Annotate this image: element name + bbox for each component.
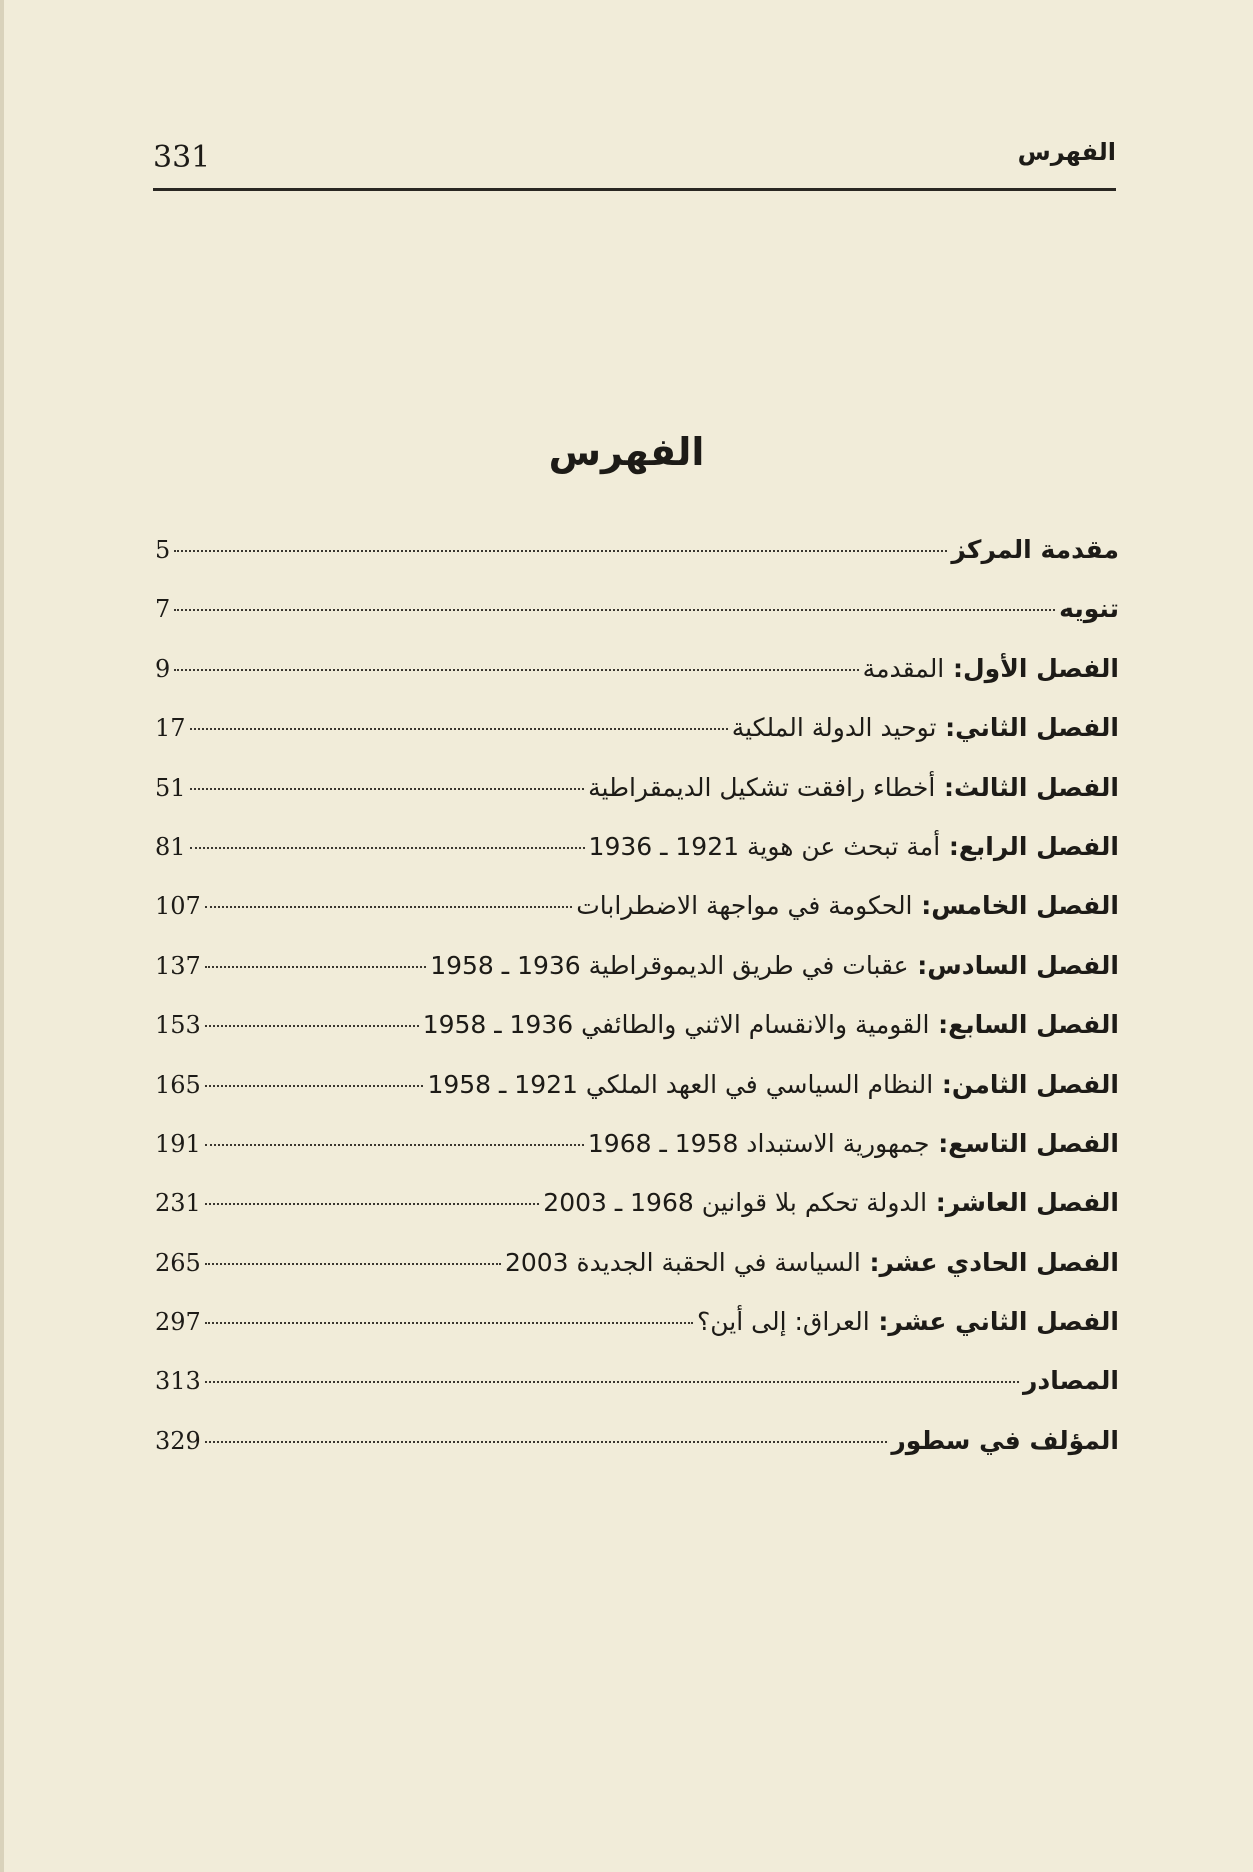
dot-leader xyxy=(205,1322,693,1324)
running-title: الفهرس xyxy=(1017,138,1116,166)
entry-title xyxy=(697,1307,1119,1336)
entry-title xyxy=(588,773,1119,802)
entry-subtitle: السياسة في الحقبة الجديدة 2003 xyxy=(504,1247,861,1277)
entry-subtitle: الدولة تحكم بلا قوانين 1968 ـ 2003 xyxy=(543,1188,928,1218)
entry-page-number: 81 xyxy=(155,832,186,861)
entry-title xyxy=(543,1188,1119,1217)
toc-entry xyxy=(155,773,1119,832)
dot-leader xyxy=(205,1441,888,1443)
entry-label: الفصل الثالث: xyxy=(935,772,1119,802)
toc-entry xyxy=(155,654,1119,713)
entry-label: الفصل السابع: xyxy=(929,1010,1119,1040)
entry-page-number: 231 xyxy=(155,1189,201,1218)
entry-subtitle: النظام السياسي في العهد الملكي 1921 ـ 1958 xyxy=(427,1069,934,1099)
toc-entry xyxy=(155,891,1119,950)
dot-leader xyxy=(205,1263,501,1265)
toc-entry xyxy=(155,1188,1119,1247)
entry-label: الفصل السادس: xyxy=(908,950,1119,980)
entry-title xyxy=(430,951,1119,980)
page-edge xyxy=(0,0,4,1872)
entry-subtitle: أخطاء رافقت تشكيل الديمقراطية xyxy=(588,772,936,802)
entry-subtitle: عقبات في طريق الديموقراطية 1936 ـ 1958 xyxy=(430,950,909,980)
entry-label: الفصل العاشر: xyxy=(927,1188,1119,1218)
entry-title xyxy=(1023,1366,1119,1395)
entry-label: الفصل الثامن: xyxy=(933,1069,1119,1099)
entry-label: الفصل التاسع: xyxy=(929,1128,1119,1158)
entry-page-number: 313 xyxy=(155,1367,201,1396)
running-header xyxy=(153,130,1116,191)
entry-page-number: 329 xyxy=(155,1426,201,1455)
entry-title xyxy=(588,1129,1119,1158)
entry-label: مقدمة المركز xyxy=(951,535,1119,564)
toc-entry xyxy=(155,1248,1119,1307)
toc-entry xyxy=(155,594,1119,653)
dot-leader xyxy=(190,788,585,790)
dot-leader xyxy=(205,1085,424,1087)
entry-label: الفصل الأول: xyxy=(944,653,1119,683)
entry-subtitle: أمة تبحث عن هوية 1921 ـ 1936 xyxy=(588,831,941,861)
toc-entry xyxy=(155,1307,1119,1366)
entry-title xyxy=(891,1426,1119,1455)
entry-page-number: 7 xyxy=(155,595,171,624)
entry-page-number: 137 xyxy=(155,951,201,980)
page-number: 331 xyxy=(153,140,211,175)
entry-label: تنويه xyxy=(1059,594,1119,624)
entry-page-number: 191 xyxy=(155,1129,201,1158)
dot-leader xyxy=(205,1025,419,1027)
entry-title xyxy=(951,535,1119,564)
toc-entry xyxy=(155,535,1119,594)
dot-leader xyxy=(174,609,1055,611)
dot-leader xyxy=(205,1203,539,1205)
dot-leader xyxy=(205,1144,584,1146)
toc-entry xyxy=(155,1426,1119,1485)
entry-page-number: 5 xyxy=(155,536,171,564)
entry-label: الفصل الثاني: xyxy=(936,713,1119,743)
entry-page-number: 51 xyxy=(155,773,186,802)
entry-page-number: 265 xyxy=(155,1248,201,1277)
dot-leader xyxy=(190,728,728,730)
entry-label: المصادر xyxy=(1023,1366,1119,1396)
toc-list xyxy=(155,535,1119,1485)
entry-subtitle: الحكومة في مواجهة الاضطرابات xyxy=(576,891,913,921)
toc-entry xyxy=(155,951,1119,1010)
entry-title xyxy=(427,1070,1119,1099)
dot-leader xyxy=(190,847,585,849)
toc-entry xyxy=(155,713,1119,772)
entry-title xyxy=(505,1248,1119,1277)
toc-entry xyxy=(155,1129,1119,1188)
entry-page-number: 153 xyxy=(155,1011,201,1040)
dot-leader xyxy=(205,966,426,968)
entry-label: الفصل الثاني عشر: xyxy=(869,1307,1119,1337)
dot-leader xyxy=(174,550,947,552)
entry-title xyxy=(732,713,1119,742)
toc-entry xyxy=(155,1366,1119,1425)
entry-title xyxy=(423,1010,1119,1039)
entry-title xyxy=(589,832,1119,861)
entry-page-number: 165 xyxy=(155,1070,201,1099)
toc-entry xyxy=(155,1010,1119,1069)
entry-page-number: 297 xyxy=(155,1308,201,1337)
entry-subtitle: القومية والانقسام الاثني والطائفي 1936 ـ 1958 xyxy=(422,1010,930,1040)
toc-title: الفهرس xyxy=(548,430,705,474)
dot-leader xyxy=(205,906,572,908)
entry-label: الفصل الحادي عشر: xyxy=(860,1247,1119,1277)
entry-title xyxy=(1059,594,1119,623)
entry-title xyxy=(576,891,1119,920)
entry-page-number: 107 xyxy=(155,892,201,921)
entry-title xyxy=(863,654,1119,683)
toc-entry xyxy=(155,832,1119,891)
dot-leader xyxy=(174,669,858,671)
toc-entry xyxy=(155,1070,1119,1129)
entry-subtitle: جمهورية الاستبداد 1958 ـ 1968 xyxy=(587,1128,930,1158)
dot-leader xyxy=(205,1381,1019,1383)
entry-label: المؤلف في سطور xyxy=(891,1425,1119,1455)
entry-subtitle: العراق: إلى أين؟ xyxy=(697,1307,870,1337)
entry-page-number: 9 xyxy=(155,654,171,683)
entry-label: الفصل الرابع: xyxy=(940,831,1119,861)
entry-subtitle: المقدمة xyxy=(862,653,945,683)
entry-subtitle: توحيد الدولة الملكية xyxy=(731,713,937,743)
entry-page-number: 17 xyxy=(155,714,186,743)
entry-label: الفصل الخامس: xyxy=(912,891,1119,921)
